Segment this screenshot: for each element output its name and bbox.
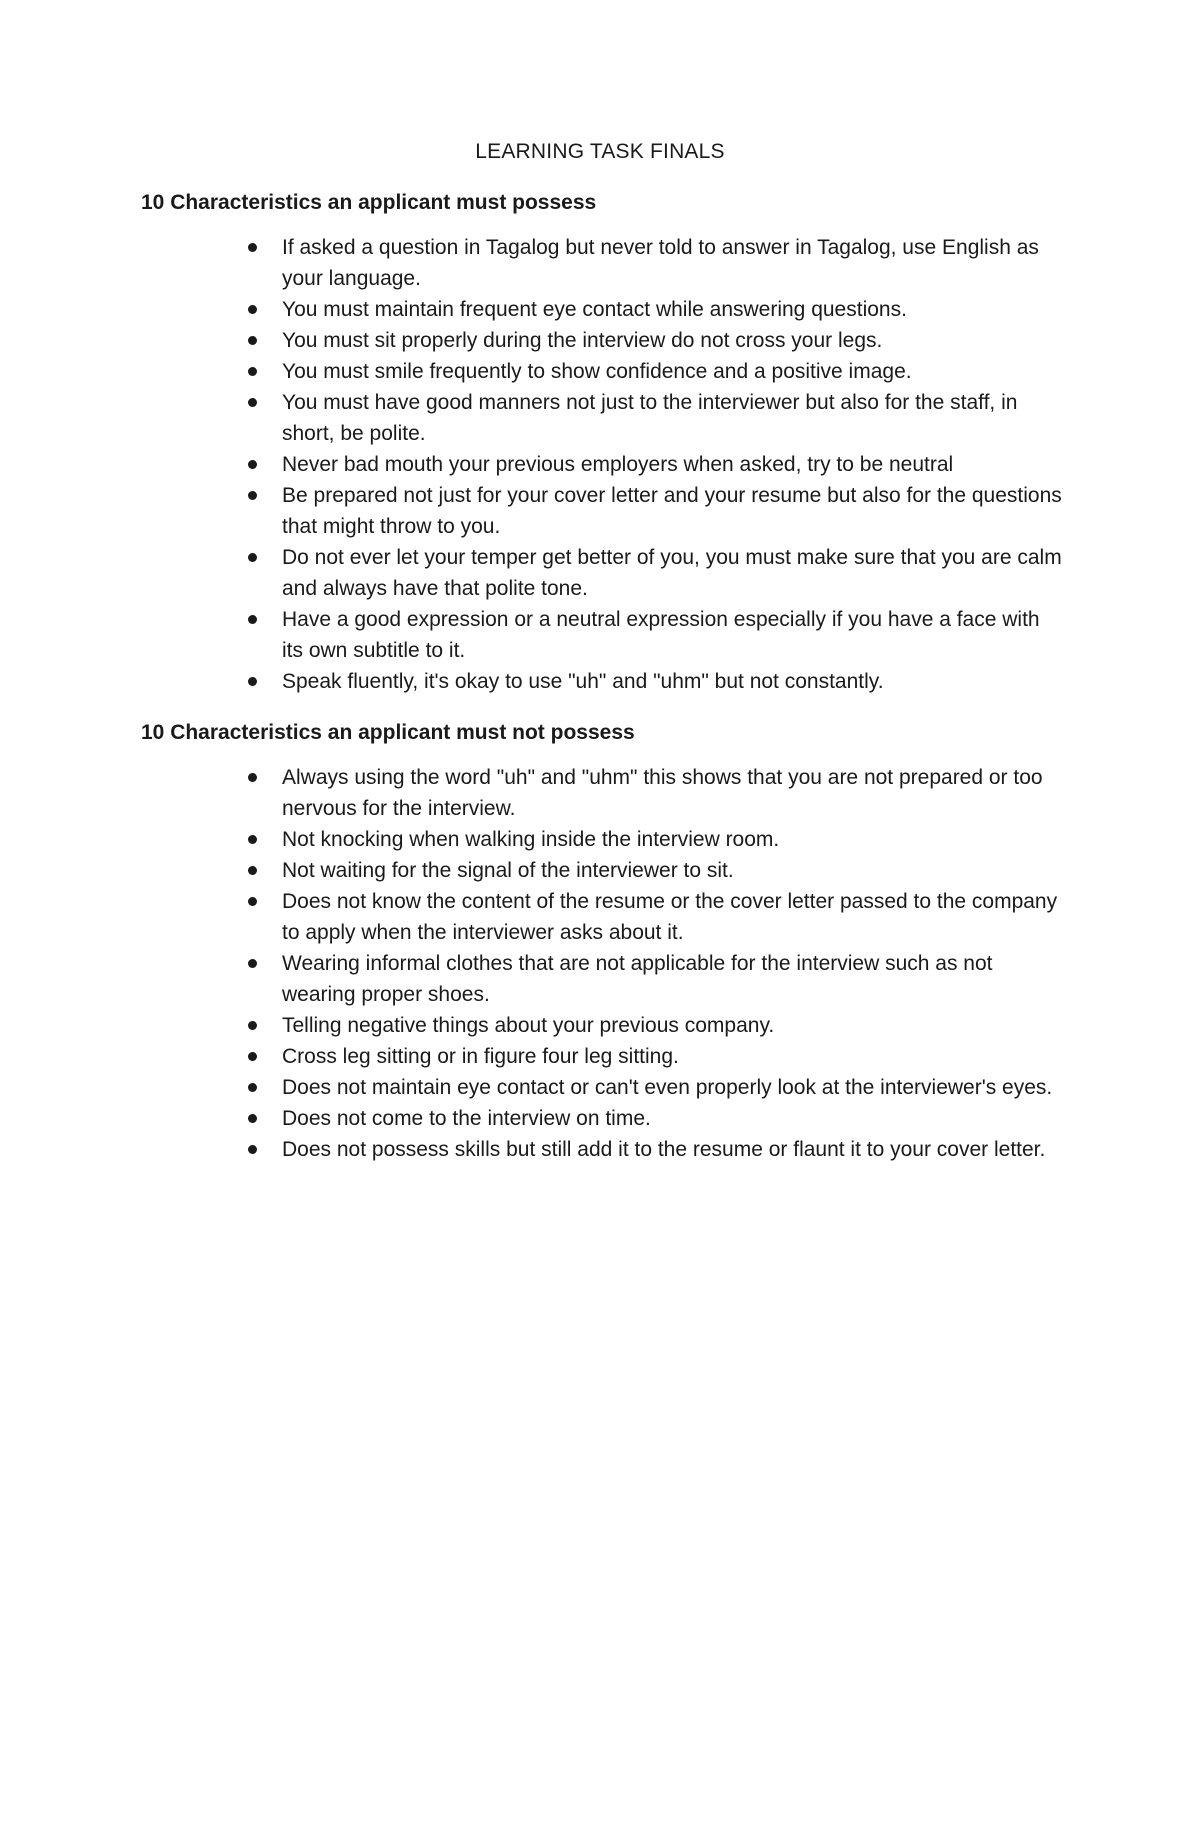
bullet-list bbox=[141, 232, 1062, 697]
list-item bbox=[282, 387, 1062, 449]
bullet-icon bbox=[248, 959, 257, 968]
bullet-icon bbox=[248, 897, 257, 906]
list-item bbox=[282, 855, 1062, 886]
bullet-icon bbox=[248, 460, 257, 469]
list-item bbox=[282, 449, 1062, 480]
bullet-icon bbox=[248, 398, 257, 407]
list-item-text: Does not know the content of the resume or the cover letter passed to the company to apply when the interviewer asks about it. bbox=[282, 890, 1058, 944]
list-item-text: Not waiting for the signal of the interviewer to sit. bbox=[282, 859, 734, 882]
bullet-icon bbox=[248, 243, 257, 252]
list-item-text: Never bad mouth your previous employers when asked, try to be neutral bbox=[282, 453, 954, 476]
list-item-text: Wearing informal clothes that are not applicable for the interview such as not wearing proper shoes. bbox=[282, 952, 993, 1006]
document-title: LEARNING TASK FINALS bbox=[475, 140, 725, 163]
bullet-icon bbox=[248, 1083, 257, 1092]
bullet-icon bbox=[248, 553, 257, 562]
bullet-icon bbox=[248, 305, 257, 314]
bullet-icon bbox=[248, 1114, 257, 1123]
list-item bbox=[282, 604, 1062, 666]
section-must-possess bbox=[141, 186, 1061, 697]
bullet-icon bbox=[248, 835, 257, 844]
list-item-text: Not knocking when walking inside the interview room. bbox=[282, 828, 780, 851]
bullet-icon bbox=[248, 1021, 257, 1030]
list-item-text: You must smile frequently to show confidence and a positive image. bbox=[282, 360, 912, 383]
list-item bbox=[282, 824, 1062, 855]
bullet-icon bbox=[248, 1052, 257, 1061]
list-item-text: You must sit properly during the interview do not cross your legs. bbox=[282, 329, 883, 352]
section-heading: 10 Characteristics an applicant must not possess bbox=[141, 721, 635, 744]
list-item bbox=[282, 294, 1062, 325]
list-item-text: If asked a question in Tagalog but never told to answer in Tagalog, use English as your language. bbox=[282, 236, 1039, 290]
bullet-icon bbox=[248, 866, 257, 875]
bullet-icon bbox=[248, 615, 257, 624]
bullet-icon bbox=[248, 677, 257, 686]
list-item bbox=[282, 1010, 1062, 1041]
list-item-text: You must maintain frequent eye contact while answering questions. bbox=[282, 298, 907, 321]
list-item bbox=[282, 356, 1062, 387]
list-item bbox=[282, 886, 1062, 948]
list-item-text: Does not maintain eye contact or can't even properly look at the interviewer's eyes. bbox=[282, 1076, 1053, 1099]
bullet-icon bbox=[248, 367, 257, 376]
list-item-text: Always using the word "uh" and "uhm" this shows that you are not prepared or too nervous for the interview. bbox=[282, 766, 1043, 820]
list-item-text: You must have good manners not just to the interviewer but also for the staff, in short, be polite. bbox=[282, 391, 1018, 445]
list-item-text: Telling negative things about your previous company. bbox=[282, 1014, 775, 1037]
list-item-text: Cross leg sitting or in figure four leg sitting. bbox=[282, 1045, 679, 1068]
list-item bbox=[282, 325, 1062, 356]
list-item-text: Speak fluently, it's okay to use "uh" and "uhm" but not constantly. bbox=[282, 670, 884, 693]
section-must-not-possess bbox=[141, 716, 1061, 1165]
bullet-icon bbox=[248, 336, 257, 345]
list-item bbox=[282, 480, 1062, 542]
list-item bbox=[282, 232, 1062, 294]
list-item bbox=[282, 762, 1062, 824]
list-item bbox=[282, 1041, 1062, 1072]
bullet-icon bbox=[248, 1145, 257, 1154]
list-item-text: Does not possess skills but still add it to the resume or flaunt it to your cover letter. bbox=[282, 1138, 1046, 1161]
list-item-text: Do not ever let your temper get better of you, you must make sure that you are calm and always have that polite tone. bbox=[282, 546, 1062, 600]
list-item bbox=[282, 666, 1062, 697]
bullet-list bbox=[141, 762, 1062, 1165]
list-item bbox=[282, 1072, 1062, 1103]
list-item bbox=[282, 542, 1062, 604]
list-item bbox=[282, 948, 1062, 1010]
list-item bbox=[282, 1103, 1062, 1134]
bullet-icon bbox=[248, 773, 257, 782]
list-item-text: Have a good expression or a neutral expression especially if you have a face with its own subtitle to it. bbox=[282, 608, 1040, 662]
list-item bbox=[282, 1134, 1062, 1165]
list-item-text: Does not come to the interview on time. bbox=[282, 1107, 651, 1130]
bullet-icon bbox=[248, 491, 257, 500]
section-heading: 10 Characteristics an applicant must possess bbox=[141, 191, 597, 214]
list-item-text: Be prepared not just for your cover letter and your resume but also for the questions that might throw to you. bbox=[282, 484, 1062, 538]
